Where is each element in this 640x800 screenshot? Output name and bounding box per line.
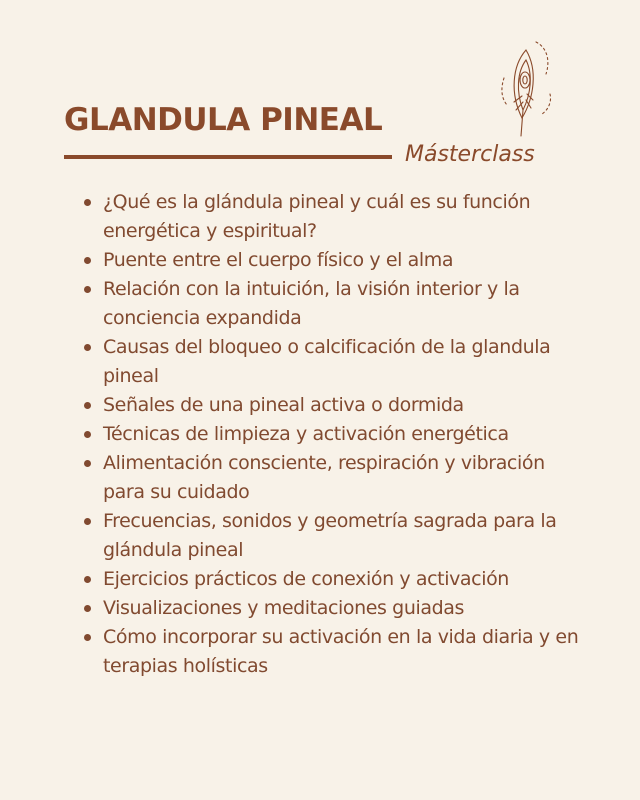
topic-text: Visualizaciones y meditaciones guiadas bbox=[103, 597, 464, 619]
bullet-icon bbox=[84, 605, 91, 612]
list-item bbox=[80, 449, 580, 507]
page-title: GLANDULA PINEAL bbox=[64, 102, 383, 138]
feather-icon bbox=[496, 36, 556, 140]
topic-list bbox=[80, 188, 580, 681]
list-item bbox=[80, 565, 580, 594]
list-item bbox=[80, 333, 580, 391]
topic-text: Relación con la intuición, la visión interior y la conciencia expandida bbox=[103, 278, 520, 329]
topic-text: Alimentación consciente, respiración y vibración para su cuidado bbox=[103, 452, 545, 503]
title-underline bbox=[64, 155, 392, 159]
bullet-icon bbox=[84, 431, 91, 438]
bullet-icon bbox=[84, 257, 91, 264]
list-item bbox=[80, 623, 580, 681]
topic-text: Técnicas de limpieza y activación energética bbox=[103, 423, 509, 445]
bullet-icon bbox=[84, 634, 91, 641]
topic-text: Puente entre el cuerpo físico y el alma bbox=[103, 249, 454, 271]
list-item bbox=[80, 420, 580, 449]
list-item bbox=[80, 391, 580, 420]
topic-text: Causas del bloqueo o calcificación de la glandula pineal bbox=[103, 336, 551, 387]
bullet-icon bbox=[84, 199, 91, 206]
bullet-icon bbox=[84, 286, 91, 293]
page-subtitle: Másterclass bbox=[405, 142, 535, 167]
bullet-icon bbox=[84, 518, 91, 525]
list-item bbox=[80, 594, 580, 623]
list-item bbox=[80, 275, 580, 333]
bullet-icon bbox=[84, 402, 91, 409]
list-item bbox=[80, 507, 580, 565]
topic-text: Ejercicios prácticos de conexión y activación bbox=[103, 568, 509, 590]
list-item bbox=[80, 188, 580, 246]
topic-text: ¿Qué es la glándula pineal y cuál es su función energética y espiritual? bbox=[103, 191, 531, 242]
topic-text: Frecuencias, sonidos y geometría sagrada para la glándula pineal bbox=[103, 510, 557, 561]
bullet-icon bbox=[84, 344, 91, 351]
topic-text: Señales de una pineal activa o dormida bbox=[103, 394, 464, 416]
bullet-icon bbox=[84, 460, 91, 467]
list-item bbox=[80, 246, 580, 275]
bullet-icon bbox=[84, 576, 91, 583]
topic-text: Cómo incorporar su activación en la vida diaria y en terapias holísticas bbox=[103, 626, 579, 677]
